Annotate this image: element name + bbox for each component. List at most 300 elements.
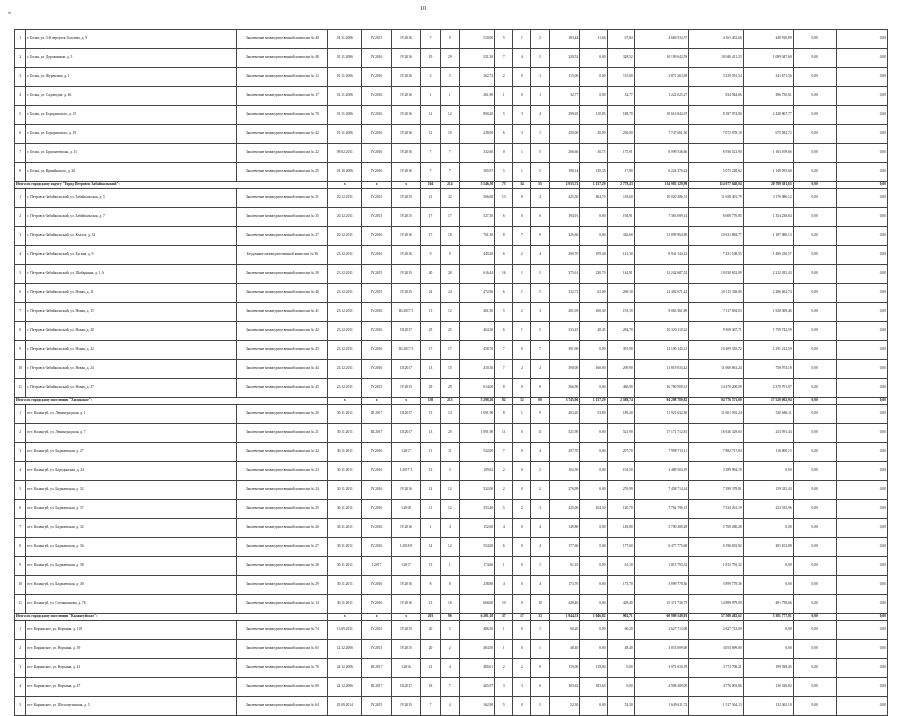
value-cell-b: 18 <box>440 227 459 246</box>
total-label-cell: Итого по городскому округу "Город Петровск-Забайкальский": <box>15 182 328 189</box>
value-cell-x1: 5 <box>495 30 513 49</box>
table-row <box>15 246 888 265</box>
value-cell-m3: 281 102,88 <box>743 538 793 557</box>
value-cell-x1: 6 <box>495 322 513 341</box>
value-cell-x1: 5 <box>495 697 513 716</box>
value-cell-x1: 6 <box>495 246 513 265</box>
value-cell-z1: 0,00 <box>793 182 836 189</box>
value-cell-a: 8 <box>421 576 440 595</box>
row-number-cell: 11 <box>15 595 26 614</box>
value-cell-x1: 11 <box>495 424 513 443</box>
value-cell-m3: 1 480 236,57 <box>743 246 793 265</box>
value-cell-d3: III.2017 <box>391 360 421 379</box>
value-cell-x2: 0 <box>513 87 531 106</box>
value-cell-x1: 7 <box>495 360 513 379</box>
value-cell-z2: 0,00 <box>836 519 887 538</box>
row-number-cell: 7 <box>15 303 26 322</box>
table-row <box>15 303 888 322</box>
address-cell: г. Белая, ул. Журавлева, д. 1 <box>26 68 237 87</box>
document-cell: Заключение межведомственной комиссии № 38 <box>237 265 328 284</box>
value-cell-x3: 4 <box>531 246 549 265</box>
value-cell-s4: 102,50 <box>607 462 634 481</box>
value-cell-x3: 3 <box>531 500 549 519</box>
value-cell-a: 3 <box>421 68 440 87</box>
value-cell-m2: 7 299 378,81 <box>689 481 743 500</box>
value-cell-z2: 0,00 <box>836 678 887 697</box>
table-row <box>15 500 888 519</box>
value-cell-x2: 1 <box>513 163 531 182</box>
value-cell-x2: 0 <box>513 443 531 462</box>
value-cell-s3: 0,00 <box>580 481 607 500</box>
value-cell-d3: IV.2016 <box>391 49 421 68</box>
value-cell-d3: III.2017 5 <box>391 341 421 360</box>
value-cell-z2: 0,00 <box>836 322 887 341</box>
document-cell: Бездомные межведомственной комиссии № 36 <box>237 246 328 265</box>
value-cell-s1: 761,30 <box>459 227 494 246</box>
value-cell-m1: 8 099 536,66 <box>634 144 688 163</box>
table-row <box>15 265 888 284</box>
value-cell-d2: I.2017 <box>362 557 392 576</box>
value-cell-s4: 17,80 <box>607 163 634 182</box>
row-number-cell: 10 <box>15 360 26 379</box>
document-cell: Заключение межведомственной комиссии № 26 <box>237 519 328 538</box>
value-cell-s3: 0,00 <box>580 341 607 360</box>
value-cell-d3: IV.2016 <box>391 227 421 246</box>
value-cell-d1: 01.11.2006 <box>328 87 362 106</box>
value-cell-s4: 115,00 <box>607 68 634 87</box>
value-cell-m1: 11 899 964,90 <box>634 227 688 246</box>
value-cell-s3: 100,30 <box>580 303 607 322</box>
value-cell-s1: 554,00 <box>459 538 494 557</box>
value-cell-d3: IV.2016 <box>391 163 421 182</box>
value-cell-x2: 0 <box>513 424 531 443</box>
value-cell-s4: 230,00 <box>607 125 634 144</box>
document-cell: Заключение межведомственной комиссии № 41 <box>237 303 328 322</box>
document-cell: Заключение межведомственной комиссии № 27 <box>237 538 328 557</box>
value-cell-b: 12 <box>440 303 459 322</box>
value-cell-m3: 2 212 035,43 <box>743 265 793 284</box>
value-cell-d3: x <box>391 182 421 189</box>
value-cell-x1: 4 <box>495 576 513 595</box>
value-cell-s2: 183,44 <box>549 30 580 49</box>
value-cell-a: 201 <box>421 614 440 621</box>
value-cell-s3: 0,00 <box>580 68 607 87</box>
value-cell-s4: 209,90 <box>607 360 634 379</box>
value-cell-z1: 0,00 <box>793 30 836 49</box>
value-cell-a: 21 <box>421 659 440 678</box>
value-cell-s1: 532,00 <box>459 481 494 500</box>
table-row <box>15 576 888 595</box>
value-cell-m1: 4 669 533,57 <box>634 30 688 49</box>
value-cell-s1: 472,96 <box>459 284 494 303</box>
address-cell: пгт. Калангуй, ул. Ленинградская, д. 7 <box>26 424 237 443</box>
value-cell-x1: 13 <box>495 189 513 208</box>
value-cell-z1: 0,00 <box>793 284 836 303</box>
document-cell: Заключение межведомственной комиссии № 25 <box>237 163 328 182</box>
value-cell-m1: 3 871 263,50 <box>634 68 688 87</box>
address-cell: г. Петровск-Забайкальский, ул. Шабарнина, д. 1 А <box>26 265 237 284</box>
value-cell-s4: 0,00 <box>607 659 634 678</box>
value-cell-s3: 230,70 <box>580 265 607 284</box>
value-cell-s3: 1 157,29 <box>580 398 607 405</box>
document-cell: Заключение межведомственной комиссии № 29 <box>237 576 328 595</box>
row-number-cell: 4 <box>15 246 26 265</box>
row-number-cell: 11 <box>15 379 26 398</box>
value-cell-m3: 1 759 742,59 <box>743 322 793 341</box>
value-cell-s1: 174,66 <box>459 557 494 576</box>
value-cell-d1: 30.11.2011 <box>328 405 362 424</box>
value-cell-s4: 194,91 <box>607 208 634 227</box>
value-cell-x3: 3 <box>531 303 549 322</box>
value-cell-d2: IV.2016 <box>362 500 392 519</box>
value-cell-s2: 115,00 <box>549 68 580 87</box>
value-cell-s3: 0,00 <box>580 424 607 443</box>
value-cell-d3: III.2017 <box>391 322 421 341</box>
value-cell-x1: 6 <box>495 284 513 303</box>
value-cell-x2: 17 <box>513 614 531 621</box>
value-cell-x2: 12 <box>513 398 531 405</box>
value-cell-x1: 8 <box>495 379 513 398</box>
value-cell-m3: 17 520 002,94 <box>743 398 793 405</box>
value-cell-s2: 328,52 <box>549 49 580 68</box>
value-cell-x3: 5 <box>531 265 549 284</box>
value-cell-s2: 206,66 <box>549 144 580 163</box>
value-cell-d1: 12.12.2006 <box>328 640 362 659</box>
row-number-cell: 6 <box>15 125 26 144</box>
value-cell-m3: 1 149 055,60 <box>743 163 793 182</box>
document-cell: Заключение межведомственной комиссии № 42 <box>237 322 328 341</box>
value-cell-x3: 5 <box>531 163 549 182</box>
document-cell: Заключение межведомственной комиссии № 64 <box>237 697 328 716</box>
table-row <box>15 678 888 697</box>
row-number-cell: 1 <box>15 189 26 208</box>
value-cell-s4: 188,70 <box>607 106 634 125</box>
value-cell-s3: 11,66 <box>580 30 607 49</box>
value-cell-z1: 0,00 <box>793 68 836 87</box>
value-cell-s2: 326,60 <box>549 227 580 246</box>
value-cell-d1: 23.12.2011 <box>328 265 362 284</box>
value-cell-z2: 0,00 <box>836 227 887 246</box>
value-cell-z1: 0,00 <box>793 697 836 716</box>
value-cell-x3: 5 <box>531 322 549 341</box>
value-cell-m3: 330 686,11 <box>743 405 793 424</box>
value-cell-d2: III.2017 <box>362 424 392 443</box>
value-cell-x3: 2 <box>531 360 549 379</box>
value-cell-s2: 281,05 <box>549 303 580 322</box>
value-cell-s1: 480,61 <box>459 659 494 678</box>
value-cell-s1: 109,62 <box>459 462 494 481</box>
value-cell-d1: 20.12.2011 <box>328 227 362 246</box>
value-cell-b: 9 <box>440 30 459 49</box>
value-cell-m2: 834 944,66 <box>689 87 743 106</box>
value-cell-s4: 52,30 <box>607 697 634 716</box>
address-cell: г. Белая, ул. Бородинского, д. 19 <box>26 125 237 144</box>
value-cell-z1: 0,00 <box>793 246 836 265</box>
table-row <box>15 462 888 481</box>
row-number-cell: 4 <box>15 462 26 481</box>
value-cell-d1: 30.11.2011 <box>328 538 362 557</box>
value-cell-m3: 159 335,43 <box>743 481 793 500</box>
address-cell: г. Белая, ул. 3-й переулок Гоголева, д. 9 <box>26 30 237 49</box>
value-cell-m3: 386 750,61 <box>743 87 793 106</box>
value-cell-s4: 120,70 <box>607 500 634 519</box>
address-cell: г. Петровск-Забайкальский, ул. Новая, д. 20 <box>26 322 237 341</box>
value-cell-z1: 0,00 <box>793 189 836 208</box>
value-cell-a: 12 <box>421 106 440 125</box>
value-cell-d3: I.2018 <box>391 500 421 519</box>
value-cell-m2: 7 072 078,10 <box>689 125 743 144</box>
value-cell-s3: 0,00 <box>580 640 607 659</box>
value-cell-d1: 30.11.2011 <box>328 481 362 500</box>
value-cell-m2: 11 601 592,24 <box>689 405 743 424</box>
value-cell-s4: 191,10 <box>607 303 634 322</box>
value-cell-m2: 57 508 482,62 <box>689 614 743 621</box>
table-row <box>15 424 888 443</box>
value-cell-d3: I.2018 8 <box>391 538 421 557</box>
value-cell-m2: 5 075 220,62 <box>689 163 743 182</box>
value-cell-m1: 17 171 712,81 <box>634 424 688 443</box>
value-cell-x2: 0 <box>513 621 531 640</box>
value-cell-d1: 13.09.2011 <box>328 621 362 640</box>
table-row <box>15 68 888 87</box>
value-cell-b: 96 <box>440 614 459 621</box>
corner-mark: « <box>8 10 11 16</box>
value-cell-z1: 0,00 <box>793 398 836 405</box>
value-cell-m1: 134 983 129,99 <box>634 182 688 189</box>
document-cell: Заключение межведомственной комиссии № 17 <box>237 87 328 106</box>
table-row <box>15 640 888 659</box>
value-cell-x1: 1 <box>495 87 513 106</box>
value-cell-x3: 1 <box>531 621 549 640</box>
value-cell-s2: 207,70 <box>549 443 580 462</box>
value-cell-d2: IV.2015 <box>362 30 392 49</box>
value-cell-s4: 173,70 <box>607 576 634 595</box>
value-cell-a: 20 <box>421 640 440 659</box>
value-cell-b: 9 <box>440 246 459 265</box>
value-cell-s2: 332,73 <box>549 284 580 303</box>
value-cell-z2: 0,00 <box>836 106 887 125</box>
table-row <box>15 621 888 640</box>
value-cell-x3: 4 <box>531 189 549 208</box>
value-cell-a: 1 <box>421 87 440 106</box>
value-cell-s1: 800,20 <box>459 106 494 125</box>
value-cell-s4: 60,20 <box>607 621 634 640</box>
value-cell-x2: 0 <box>513 538 531 557</box>
value-cell-d1: 23.12.2011 <box>328 246 362 265</box>
address-cell: пгт. Калангуй, ул. Бадмаевская, д. 32 <box>26 481 237 500</box>
value-cell-d3: IV.2016 <box>391 595 421 614</box>
address-cell: г. Белая, ул. Садоводов, д. 46 <box>26 87 237 106</box>
value-cell-z1: 0,00 <box>793 322 836 341</box>
value-cell-d2: IV.2015 <box>362 208 392 227</box>
address-cell: пгт. Калангуй, ул. Бадмаевская, д. 34 <box>26 519 237 538</box>
value-cell-z2: 0,00 <box>836 87 887 106</box>
value-cell-z2: 0,00 <box>836 163 887 182</box>
value-cell-b: 2 <box>440 640 459 659</box>
value-cell-x2: 34 <box>513 182 531 189</box>
value-cell-d1: 23.12.2011 <box>328 303 362 322</box>
value-cell-d2: IV.2015 <box>362 379 392 398</box>
value-cell-m3: 5 381 777,81 <box>743 614 793 621</box>
value-cell-s1: 527,30 <box>459 208 494 227</box>
value-cell-d3: IV.2016 <box>391 144 421 163</box>
value-cell-d1: x <box>328 614 362 621</box>
total-label-cell: Итого по городскому поселению "Хилокское": <box>15 398 328 405</box>
value-cell-m3: 2 286 462,74 <box>743 284 793 303</box>
value-cell-x1: 7 <box>495 341 513 360</box>
document-cell: Заключение межведомственной комиссии № 42 <box>237 125 328 144</box>
value-cell-b: 4 <box>440 519 459 538</box>
value-cell-s1: 668,60 <box>459 595 494 614</box>
value-cell-d1: 25.09.2014 <box>328 697 362 716</box>
value-cell-d2: IV.2016 <box>362 443 392 462</box>
document-cell: Заключение межведомственной комиссии № 40 <box>237 284 328 303</box>
value-cell-s1: 5 298,26 <box>459 398 494 405</box>
value-cell-x2: 2 <box>513 246 531 265</box>
value-cell-x2: 1 <box>513 144 531 163</box>
value-cell-s2: 1 944,53 <box>549 614 580 621</box>
value-cell-m2: 10 040 411,23 <box>689 49 743 68</box>
value-cell-s2: 149,80 <box>549 519 580 538</box>
value-cell-x3: 4 <box>531 576 549 595</box>
row-number-cell: 3 <box>15 659 26 678</box>
value-cell-x2: 0 <box>513 379 531 398</box>
document-cell: Заключение межведомственной комиссии № 40 <box>237 30 328 49</box>
value-cell-s2: 403,20 <box>549 405 580 424</box>
value-cell-d3: IV.2016 <box>391 481 421 500</box>
value-cell-x2: 1 <box>513 30 531 49</box>
value-cell-z2: 0,00 <box>836 697 887 716</box>
value-cell-x3: 5 <box>531 49 549 68</box>
value-cell-m1: 10 616 842,67 <box>634 106 688 125</box>
value-cell-m3: 0,00 <box>743 576 793 595</box>
value-cell-d3: IV.2016 <box>391 576 421 595</box>
value-cell-s3: 53,80 <box>580 405 607 424</box>
value-cell-m2: 6 008 770,85 <box>689 208 743 227</box>
value-cell-z2: 0,00 <box>836 182 887 189</box>
value-cell-z2: 0,00 <box>836 557 887 576</box>
value-cell-d3: x <box>391 398 421 405</box>
value-cell-m1: 5 899 778,36 <box>634 576 688 595</box>
value-cell-m1: 3 972 616,70 <box>634 659 688 678</box>
value-cell-s1: 458,70 <box>459 341 494 360</box>
value-cell-d2: IV.2016 <box>362 462 392 481</box>
address-cell: г. Белая, ул. Бригантевская, д. 11 <box>26 144 237 163</box>
table-row <box>15 379 888 398</box>
value-cell-m1: 11 921 632,30 <box>634 405 688 424</box>
value-cell-s4: 276,99 <box>607 481 634 500</box>
document-cell: Заключение межведомственной комиссии № 25 <box>237 500 328 519</box>
value-cell-d3: IV.2016 <box>391 519 421 538</box>
value-cell-m2: 7 431 108,55 <box>689 246 743 265</box>
value-cell-d1: 30.11.2011 <box>328 424 362 443</box>
row-number-cell: 8 <box>15 538 26 557</box>
value-cell-x1: 5 <box>495 106 513 125</box>
value-cell-s1: 521,30 <box>459 49 494 68</box>
value-cell-a: 1 <box>421 519 440 538</box>
address-cell: г. Петровск-Забайкальский, ул. Новая, д. 27 <box>26 379 237 398</box>
value-cell-m2: 5 899 778,36 <box>689 576 743 595</box>
value-cell-a: 21 <box>421 189 440 208</box>
value-cell-x3: 55 <box>531 182 549 189</box>
value-cell-x1: 2 <box>495 659 513 678</box>
value-cell-s4: 391,90 <box>607 341 634 360</box>
value-cell-d1: 30.11.2011 <box>328 462 362 481</box>
value-cell-m3: 758 974,18 <box>743 360 793 379</box>
value-cell-d1: 01.11.2006 <box>328 106 362 125</box>
value-cell-x3: 1 <box>531 125 549 144</box>
value-cell-s3: 0,00 <box>580 519 607 538</box>
value-cell-x1: 2 <box>495 68 513 87</box>
value-cell-m3: 0,00 <box>743 462 793 481</box>
value-cell-x1: 8 <box>495 405 513 424</box>
value-cell-s1: 332,60 <box>459 144 494 163</box>
value-cell-s3: 110,85 <box>580 106 607 125</box>
value-cell-m3: 233 591,44 <box>743 424 793 443</box>
value-cell-m2: 10 631 884,77 <box>689 227 743 246</box>
value-cell-d3: IV.2016 <box>391 246 421 265</box>
value-cell-z2: 0,00 <box>836 360 887 379</box>
value-cell-z2: 0,00 <box>836 189 887 208</box>
document-cell: Заключение межведомственной комиссии № 31 <box>237 189 328 208</box>
value-cell-d2: IV.2016 <box>362 68 392 87</box>
value-cell-s1: 162,90 <box>459 697 494 716</box>
value-cell-s1: 614,00 <box>459 379 494 398</box>
value-cell-a: 7 <box>421 697 440 716</box>
row-number-cell: 5 <box>15 265 26 284</box>
row-number-cell: 10 <box>15 576 26 595</box>
value-cell-d1: x <box>328 398 362 405</box>
value-cell-m3: 1 187 080,13 <box>743 227 793 246</box>
address-cell: пгт. Калангуй, ул. Бадмаевская, д. 36 <box>26 538 237 557</box>
value-cell-d1: 20.12.2011 <box>328 189 362 208</box>
document-cell: Заключение межведомственной комиссии № 23 <box>237 462 328 481</box>
value-cell-d1: 01.11.2006 <box>328 125 362 144</box>
table-total-row <box>15 398 888 405</box>
value-cell-d3: IV.2016 <box>391 68 421 87</box>
value-cell-m3: 341 671,56 <box>743 68 793 87</box>
value-cell-m1: 1 222 025,27 <box>634 87 688 106</box>
value-cell-m1: 12 242 687,52 <box>634 265 688 284</box>
value-cell-b: 28 <box>440 265 459 284</box>
value-cell-x2: 2 <box>513 360 531 379</box>
value-cell-m1: 16 780 900,31 <box>634 379 688 398</box>
table-row <box>15 405 888 424</box>
value-cell-m2: 7 534 261,19 <box>689 500 743 519</box>
value-cell-m3: 1 089 047,60 <box>743 49 793 68</box>
value-cell-s4: 521,90 <box>607 424 634 443</box>
row-number-cell: 1 <box>15 405 26 424</box>
value-cell-s4: 428,40 <box>607 595 634 614</box>
value-cell-d2: IV.2016 <box>362 519 392 538</box>
document-cell: Заключение межведомственной комиссии № 21 <box>237 424 328 443</box>
value-cell-a: 13 <box>421 405 440 424</box>
value-cell-b: 8 <box>440 576 459 595</box>
address-cell: г. Петровск-Забайкальский, ул. Забайкальская, д. 7 <box>26 208 237 227</box>
value-cell-m3: 116 000,15 <box>743 443 793 462</box>
value-cell-m1: 12 402 671,42 <box>634 284 688 303</box>
value-cell-d3: I.2017 <box>391 443 421 462</box>
value-cell-d1: 24.12.2006 <box>328 659 362 678</box>
value-cell-z1: 0,00 <box>793 405 836 424</box>
value-cell-d1: 30.11.2011 <box>328 519 362 538</box>
value-cell-b: 4 <box>440 697 459 716</box>
value-cell-x1: 1 <box>495 621 513 640</box>
value-cell-d1: x <box>328 182 362 189</box>
value-cell-d2: IV.2016 <box>362 49 392 68</box>
value-cell-m1: 2 627 713,00 <box>634 621 688 640</box>
value-cell-x2: 0 <box>513 576 531 595</box>
